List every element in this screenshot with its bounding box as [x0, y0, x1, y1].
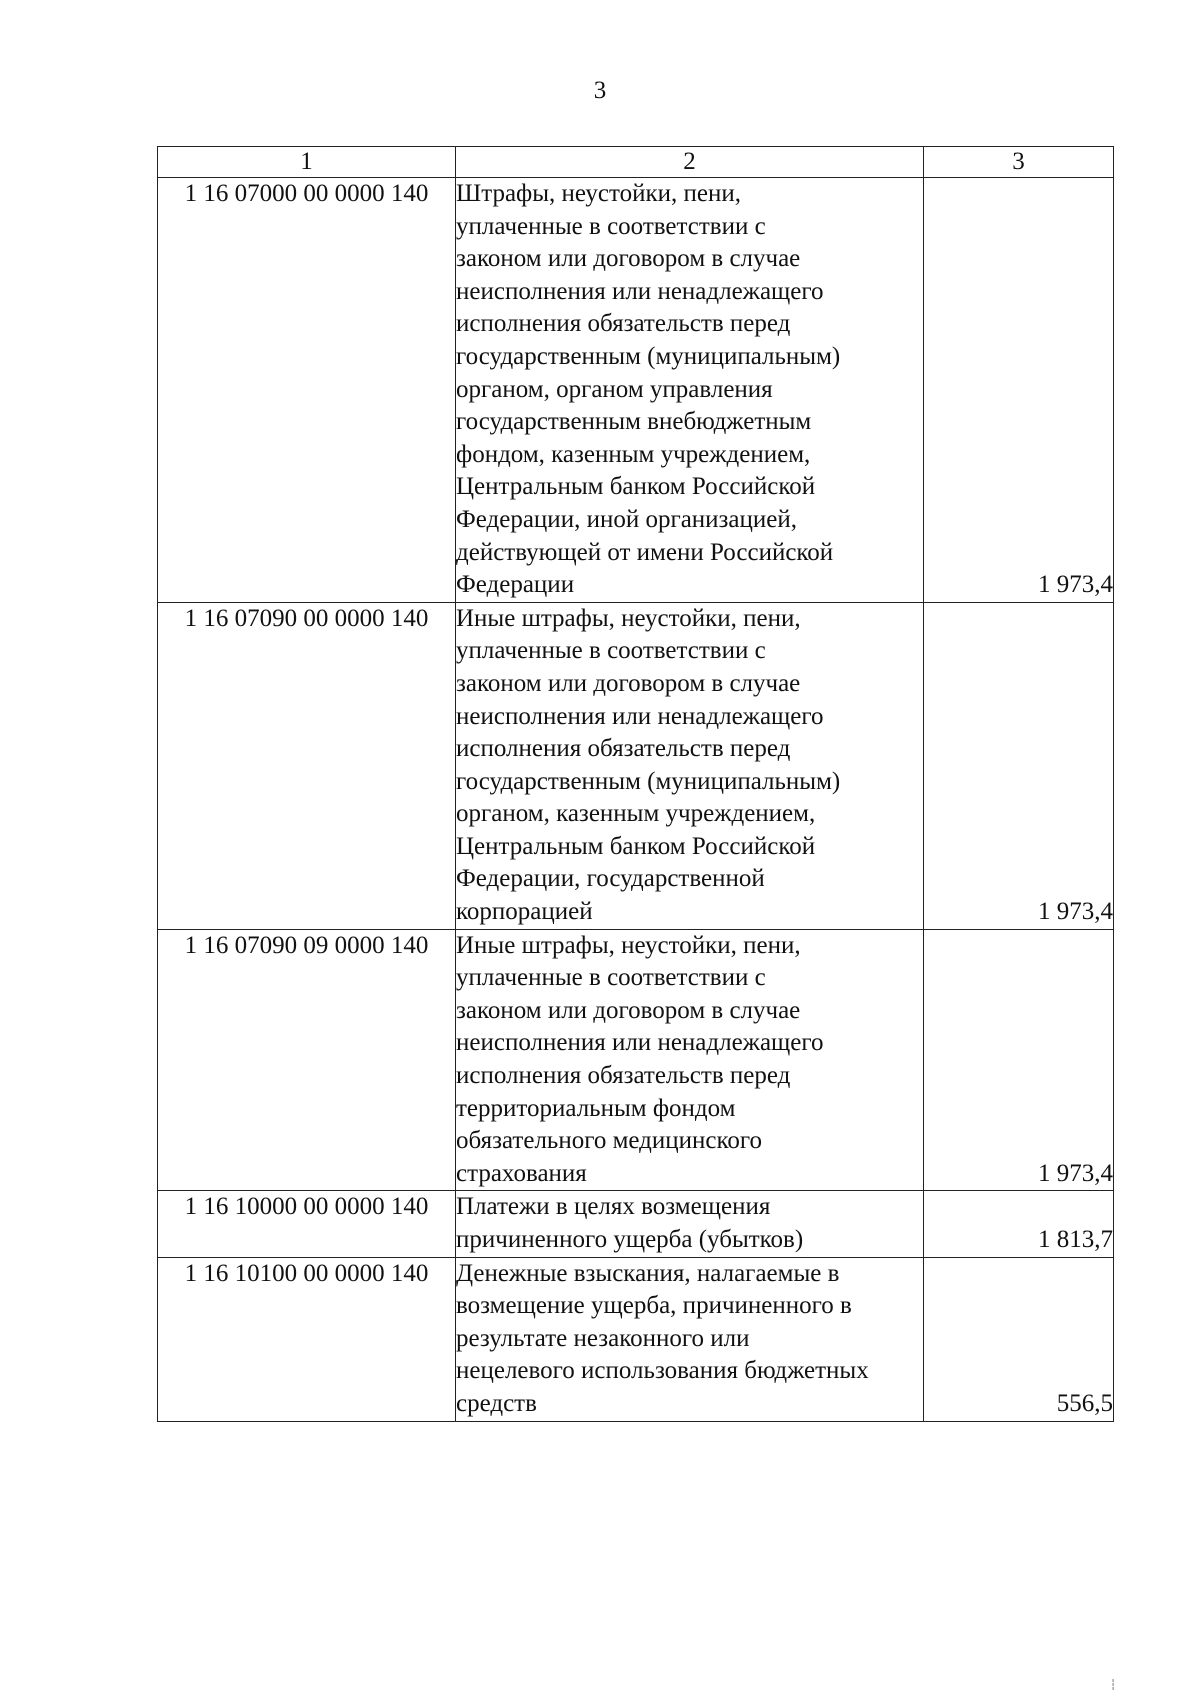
revenue-name-line: законом или договором в случае — [456, 669, 801, 697]
budget-code-cell: 1 16 07000 00 0000 140 — [158, 178, 456, 603]
amount-cell: 1 973,4 — [924, 929, 1114, 1191]
revenue-name-line: территориальным фондом — [456, 1094, 736, 1122]
revenue-name-cell — [456, 178, 924, 603]
revenue-name-line: результате незаконного или — [456, 1324, 750, 1352]
table-row — [158, 178, 1114, 603]
budget-code-cell: 1 16 07090 00 0000 140 — [158, 602, 456, 929]
amount-cell: 1 813,7 — [924, 1191, 1114, 1257]
revenue-name-line: Иные штрафы, неустойки, пени, — [456, 604, 801, 632]
scan-artifact: ┆ — [1110, 1680, 1117, 1691]
revenue-name-line: Штрафы, неустойки, пени, — [456, 180, 741, 207]
revenue-name-line: Иные штрафы, неустойки, пени, — [456, 931, 801, 959]
revenue-name-line: Платежи в целях возмещения — [456, 1193, 771, 1221]
column-header-3: 3 — [924, 147, 1114, 178]
revenue-name-line: законом или договором в случае — [456, 245, 801, 273]
revenue-name-line: обязательного медицинского — [456, 1127, 763, 1155]
budget-code-cell: 1 16 10000 00 0000 140 — [158, 1191, 456, 1257]
amount-cell: 556,5 — [924, 1257, 1114, 1421]
revenue-name-line: уплаченные в соответствии с — [456, 212, 766, 240]
column-header-1: 1 — [158, 147, 456, 178]
revenue-name-cell — [456, 929, 924, 1191]
revenue-name-line: Центральным банком Российской — [456, 832, 816, 860]
revenue-name-line: страхования — [456, 1159, 587, 1187]
revenue-name-line: органом, органом управления — [456, 375, 773, 403]
revenue-name-cell — [456, 1191, 924, 1257]
revenue-name-cell — [456, 1257, 924, 1421]
revenue-name-line: Федерации, иной организацией, — [456, 505, 798, 533]
revenue-name-line: неисполнения или ненадлежащего — [456, 702, 824, 730]
revenue-name-line: уплаченные в соответствии с — [456, 637, 766, 665]
revenue-name-line: уплаченные в соответствии с — [456, 964, 766, 992]
revenue-name-line: средств — [456, 1389, 537, 1417]
revenue-name-line: действующей от имени Российской — [456, 538, 834, 566]
page-number: 3 — [593, 77, 607, 104]
revenue-name-line: Федерации — [456, 571, 575, 599]
revenue-name-line: корпорацией — [456, 898, 593, 926]
revenue-name-line: нецелевого использования бюджетных — [456, 1357, 869, 1385]
table-row — [158, 1257, 1114, 1421]
revenue-name-line: исполнения обязательств перед — [456, 735, 791, 763]
budget-code-cell: 1 16 10100 00 0000 140 — [158, 1257, 456, 1421]
revenue-name-line: исполнения обязательств перед — [456, 310, 791, 338]
amount-cell: 1 973,4 — [924, 178, 1114, 603]
revenue-name-line: возмещение ущерба, причиненного в — [456, 1292, 852, 1320]
revenue-name-line: государственным (муниципальным) — [456, 342, 841, 370]
revenue-name-line: неисполнения или ненадлежащего — [456, 1029, 824, 1057]
revenue-name-line: законом или договором в случае — [456, 996, 801, 1024]
revenue-name-line: неисполнения или ненадлежащего — [456, 277, 824, 305]
revenue-name-line: Денежные взыскания, налагаемые в — [456, 1259, 840, 1287]
revenue-name-line: государственным (муниципальным) — [456, 767, 841, 795]
budget-revenue-table — [157, 146, 1114, 1422]
table-row — [158, 602, 1114, 929]
revenue-name-cell — [456, 602, 924, 929]
revenue-name-line: органом, казенным учреждением, — [456, 800, 816, 828]
table-body — [158, 178, 1114, 1422]
revenue-name-line: причиненного ущерба (убытков) — [456, 1226, 804, 1253]
table-row — [158, 1191, 1114, 1257]
amount-cell: 1 973,4 — [924, 602, 1114, 929]
revenue-name-line: Федерации, государственной — [456, 865, 765, 893]
revenue-name-line: фондом, казенным учреждением, — [456, 440, 811, 468]
revenue-name-line: исполнения обязательств перед — [456, 1062, 791, 1090]
revenue-name-line: государственным внебюджетным — [456, 408, 812, 436]
table-row — [158, 929, 1114, 1191]
revenue-name-line: Центральным банком Российской — [456, 473, 816, 501]
column-header-2: 2 — [456, 147, 924, 178]
budget-code-cell: 1 16 07090 09 0000 140 — [158, 929, 456, 1191]
table-header-row — [158, 147, 1114, 178]
